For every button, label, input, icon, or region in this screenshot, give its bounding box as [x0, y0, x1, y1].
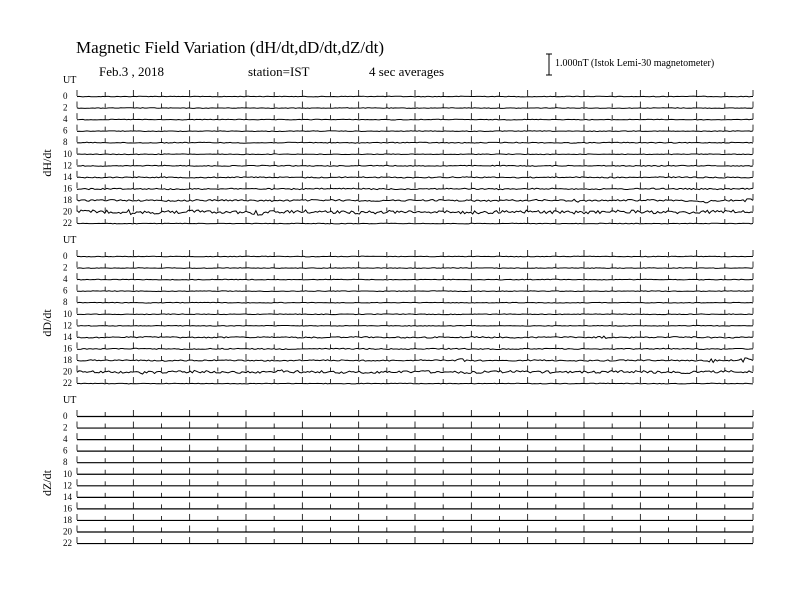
ut-row-label: 10 — [63, 468, 72, 479]
ut-row-label: 2 — [63, 262, 68, 273]
ut-row-label: 22 — [63, 218, 72, 229]
ut-row-label: 12 — [63, 160, 72, 171]
trace-line — [77, 383, 753, 384]
ut-row-label: 14 — [63, 491, 72, 502]
trace-line — [77, 96, 753, 97]
ut-row-label: 12 — [63, 480, 72, 491]
ut-row-label: 0 — [63, 411, 68, 421]
trace-line — [77, 268, 753, 269]
trace-line — [77, 302, 753, 303]
trace-line — [77, 142, 753, 143]
ut-row-label: 0 — [63, 91, 68, 101]
trace-line — [77, 131, 753, 132]
ut-row-label: 14 — [63, 171, 72, 182]
ut-row-label: 20 — [63, 526, 72, 537]
panel-ylabel: dZ/dt — [40, 469, 54, 496]
trace-line — [77, 165, 753, 166]
ut-row-label: 10 — [63, 148, 72, 159]
ut-row-label: 0 — [63, 251, 68, 261]
date-label: Feb.3 , 2018 — [99, 64, 164, 79]
ut-row-label: 22 — [63, 378, 72, 389]
trace-line — [77, 325, 753, 326]
ut-row-label: 2 — [63, 422, 68, 433]
trace-line — [77, 348, 753, 349]
trace-line — [77, 177, 753, 178]
trace-line — [77, 154, 753, 155]
ut-row-label: 6 — [63, 445, 68, 456]
ut-row-label: 8 — [63, 137, 68, 148]
ut-row-label: 12 — [63, 320, 72, 331]
ut-row-label: 16 — [63, 343, 72, 354]
ut-row-label: 22 — [63, 538, 72, 549]
ut-row-label: 20 — [63, 206, 72, 217]
ut-row-label: 18 — [63, 354, 72, 365]
trace-line — [77, 119, 753, 120]
ut-row-label: 4 — [63, 114, 68, 125]
ut-row-label: 8 — [63, 457, 68, 468]
ut-row-label: 16 — [63, 503, 72, 514]
ut-row-label: 18 — [63, 194, 72, 205]
ut-row-label: 6 — [63, 285, 68, 296]
trace-line — [77, 108, 753, 109]
ut-row-label: 4 — [63, 274, 68, 285]
ut-row-label: 14 — [63, 331, 72, 342]
trace-line — [77, 279, 753, 280]
ut-label: UT — [63, 235, 77, 246]
ut-row-label: 2 — [63, 102, 68, 113]
panel-ylabel: dD/dt — [40, 309, 54, 337]
ut-row-label: 6 — [63, 125, 68, 136]
station-label: station=IST — [248, 64, 310, 79]
ut-label: UT — [63, 395, 77, 406]
chart-title: Magnetic Field Variation (dH/dt,dD/dt,dZ/dt) — [76, 38, 385, 57]
ut-label: UT — [63, 75, 77, 86]
trace-line — [77, 291, 753, 292]
ut-row-label: 20 — [63, 366, 72, 377]
ut-row-label: 8 — [63, 297, 68, 308]
scale-label: 1.000nT (Istok Lemi-30 magnetometer) — [555, 58, 715, 69]
trace-line — [77, 314, 753, 315]
averaging-label: 4 sec averages — [369, 64, 445, 79]
ut-row-label: 4 — [63, 434, 68, 445]
ut-row-label: 18 — [63, 514, 72, 525]
panel-ylabel: dH/dt — [40, 149, 54, 177]
ut-row-label: 10 — [63, 308, 72, 319]
trace-line — [77, 223, 753, 224]
ut-row-label: 16 — [63, 183, 72, 194]
trace-line — [77, 256, 753, 257]
